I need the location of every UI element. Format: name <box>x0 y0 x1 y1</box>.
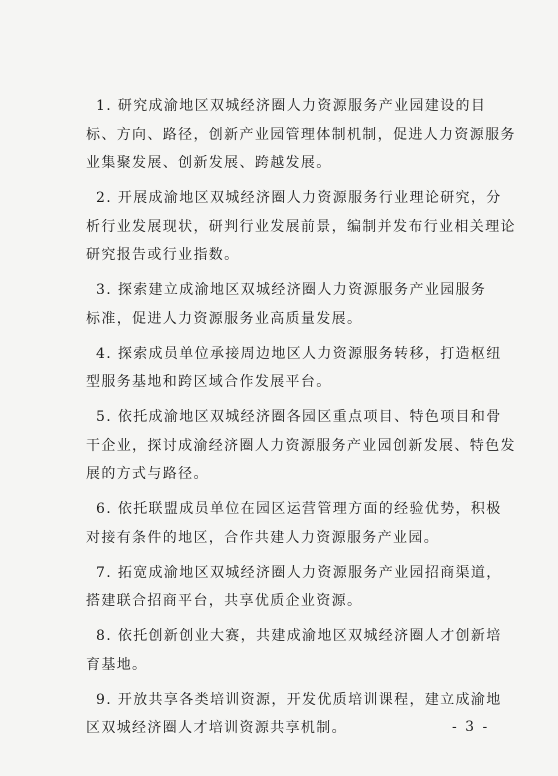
paragraph-line: 型服务基地和跨区域合作发展平台。 <box>86 374 332 390</box>
paragraph-line: 对接有条件的地区，合作共建人力资源服务产业园。 <box>86 529 440 546</box>
paragraph-1 <box>86 92 516 178</box>
paragraph-line: 1. 研究成渝地区双城经济圈人力资源服务产业园建设的目 <box>96 98 487 114</box>
paragraph-6 <box>86 495 502 552</box>
paragraph-line: 业集聚发展、创新发展、跨越发展。 <box>86 155 332 171</box>
paragraph-line: 7. 拓宽成渝地区双城经济圈人力资源服务产业园招商渠道， <box>96 564 502 581</box>
paragraph-line: 3. 探索建立成渝地区双城经济圈人力资源服务产业园服务 <box>96 282 487 298</box>
paragraph-line: 标准，促进人力资源服务业高质量发展。 <box>86 310 363 327</box>
paragraph-8 <box>86 622 502 679</box>
paragraph-line: 8. 依托创新创业大赛，共建成渝地区双城经济圈人才创新培 <box>96 628 502 644</box>
paragraph-line: 2. 开展成渝地区双城经济圈人力资源服务行业理论研究，分 <box>96 190 502 206</box>
paragraph-line: 育基地。 <box>86 656 148 673</box>
paragraph-2 <box>86 184 516 270</box>
paragraph-line: 展的方式与路径。 <box>86 466 209 482</box>
paragraph-line: 搭建联合招商平台，共享优质企业资源。 <box>86 593 363 609</box>
paragraph-line: 析行业发展现状，研判行业发展前景，编制并发布行业相关理论 <box>86 218 516 235</box>
paragraph-9 <box>86 686 502 743</box>
paragraph-line: 标、方向、路径，创新产业园管理体制机制，促进人力资源服务 <box>86 126 516 143</box>
paragraph-line: 研究报告或行业指数。 <box>86 247 240 263</box>
page-number: - 3 - <box>452 719 490 735</box>
paragraph-line: 区双城经济圈人才培训资源共享机制。 <box>86 720 347 736</box>
paragraph-line: 4. 探索成员单位承接周边地区人力资源服务转移，打造枢纽 <box>96 345 502 362</box>
body-text <box>86 92 516 743</box>
paragraph-3 <box>86 276 498 333</box>
paragraph-4 <box>86 340 502 397</box>
paragraph-7 <box>86 559 502 616</box>
paragraph-line: 干企业，探讨成渝经济圈人力资源服务产业园创新发展、特色发 <box>86 437 516 454</box>
paragraph-line: 9. 开放共享各类培训资源，开发优质培训课程，建立成渝地 <box>96 691 502 708</box>
paragraph-line: 5. 依托成渝地区双城经济圈各园区重点项目、特色项目和骨 <box>96 409 502 425</box>
paragraph-5 <box>86 403 516 489</box>
paragraph-line: 6. 依托联盟成员单位在园区运营管理方面的经验优势，积极 <box>96 501 502 517</box>
